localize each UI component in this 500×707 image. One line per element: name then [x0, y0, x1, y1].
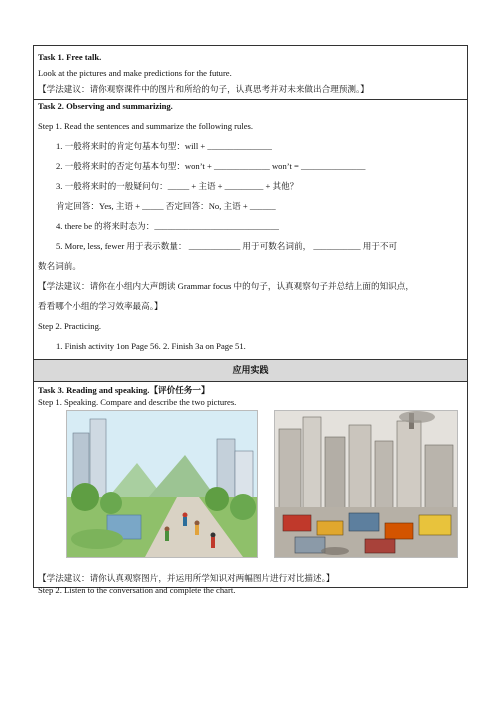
- practice-items: 1. Finish activity 1on Page 56. 2. Finish 3a on Page 51.: [56, 341, 246, 351]
- task2-tip-line1: 【学法建议：请你在小组内大声朗读 Grammar focus 中的句子，认真观察句子并总结上面的知识点，: [38, 281, 414, 291]
- task2-section: [34, 100, 467, 360]
- task1-text: Look at the pictures and make predictions for the future.: [38, 68, 232, 78]
- section-band: [34, 360, 467, 382]
- green-city-picture: [66, 410, 258, 558]
- task3-section: [34, 382, 467, 595]
- rule-5-continued: 数名词前。: [38, 261, 81, 271]
- task2-title: Task 2. Observing and summarizing.: [38, 101, 173, 111]
- rule-1: 1. 一般将来时的肯定句基本句型：will + _______________: [56, 141, 272, 151]
- rule-5: 5. More, less, fewer 用于表示数量： ____________ 用于可数名词前， ___________ 用于不可: [56, 241, 398, 251]
- task3-step1: Step 1. Speaking. Compare and describe the two pictures.: [38, 397, 237, 407]
- rule-2: 2. 一般将来时的否定句基本句型：won’t + _____________ won’t = _______________: [56, 161, 366, 171]
- task3-title: Task 3. Reading and speaking.【评价任务一】: [38, 385, 210, 395]
- task2-tip-line2: 看看哪个小组的学习效率最高。】: [38, 301, 163, 311]
- rule-3: 3. 一般将来时的一般疑问句：_____ + 主语 + _________ + 其他？: [56, 181, 299, 191]
- task2-step2: Step 2. Practicing.: [38, 321, 102, 331]
- task3-step2: Step 2. Listen to the conversation and complete the chart.: [38, 585, 236, 595]
- task1-section: [34, 46, 467, 100]
- worksheet-table: [33, 45, 468, 595]
- task2-step1: Step 1. Read the sentences and summarize the following rules.: [38, 121, 254, 131]
- rule-4: 4. there be 的将来时态为：_____________________________: [56, 221, 279, 231]
- rule-3-answers: 肯定回答：Yes, 主语 + _____ 否定回答：No, 主语 + ______: [56, 201, 276, 211]
- task3-tip: 【学法建议：请你认真观察图片，并运用所学知识对两幅图片进行对比描述。】: [38, 573, 335, 583]
- polluted-city-picture: [274, 410, 458, 558]
- task1-title: Task 1. Free talk.: [38, 52, 102, 62]
- band-label: 应用实践: [232, 365, 269, 375]
- task1-tip: 【学法建议：请你观察课件中的图片和所给的句子，认真思考并对未来做出合理预测。】: [38, 84, 369, 94]
